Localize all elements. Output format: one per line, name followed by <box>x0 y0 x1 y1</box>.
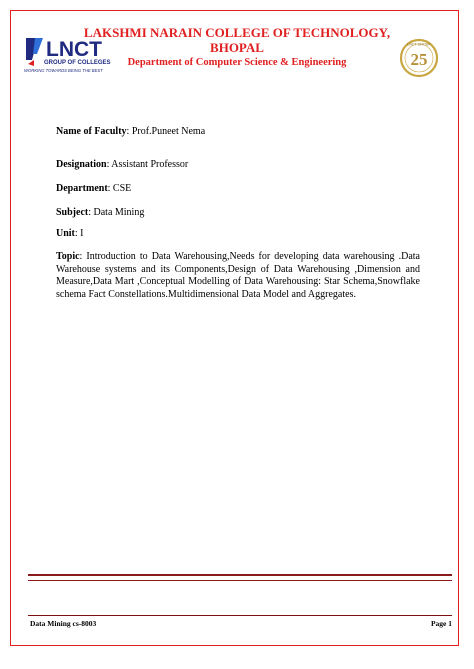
footer-course: Data Mining cs-8003 <box>30 619 97 628</box>
college-name-line1: LAKSHMI NARAIN COLLEGE OF TECHNOLOGY, <box>83 25 391 40</box>
footer-rule <box>28 615 452 616</box>
logo-tagline: WORKING TOWARDS BEING THE BEST <box>24 68 103 73</box>
page-border <box>10 10 459 646</box>
designation-value: : Assistant Professor <box>106 159 189 170</box>
topic-value: : Introduction to Data Warehousing,Needs for developing data warehousing .Data Warehouse systems and its Components,Design of Data Warehousing ,Dimension and Measure,Data Mart ,Conceptual Modelling of Data Warehousing: Star Schema,Snowflake schema Fact Constellations.Multidimensional Data Model and Aggregates. <box>56 251 420 300</box>
college-name-line2: BHOPAL <box>210 40 264 55</box>
logo-number: 25 <box>410 50 428 69</box>
faculty-field <box>56 125 205 138</box>
subject-label: Subject <box>56 207 89 218</box>
designation-field <box>56 158 188 171</box>
logo-sub: GROUP OF COLLEGES <box>44 60 111 66</box>
unit-label: Unit <box>56 228 75 239</box>
bottom-rule-thick <box>28 574 452 576</box>
topic-field <box>56 251 420 301</box>
unit-value: : I <box>74 228 84 239</box>
logo-brand: LNCT <box>46 38 102 61</box>
department-label: Department <box>56 183 108 194</box>
subject-value: : Data Mining <box>88 207 145 218</box>
faculty-value: : Prof.Puneet Nema <box>126 126 206 137</box>
bottom-rule-thin <box>28 580 452 581</box>
designation-label: Designation <box>56 159 107 170</box>
topic-label: Topic <box>56 251 80 262</box>
faculty-label: Name of Faculty <box>56 126 127 137</box>
logo-ring-text: LNCT GROUP <box>407 42 431 47</box>
department-heading: Department of Computer Science & Engineering <box>127 57 347 68</box>
department-value: : CSE <box>107 183 132 194</box>
unit-field <box>56 227 84 240</box>
footer-page-number: Page 1 <box>430 619 452 628</box>
department-field <box>56 182 131 195</box>
subject-field <box>56 206 144 219</box>
